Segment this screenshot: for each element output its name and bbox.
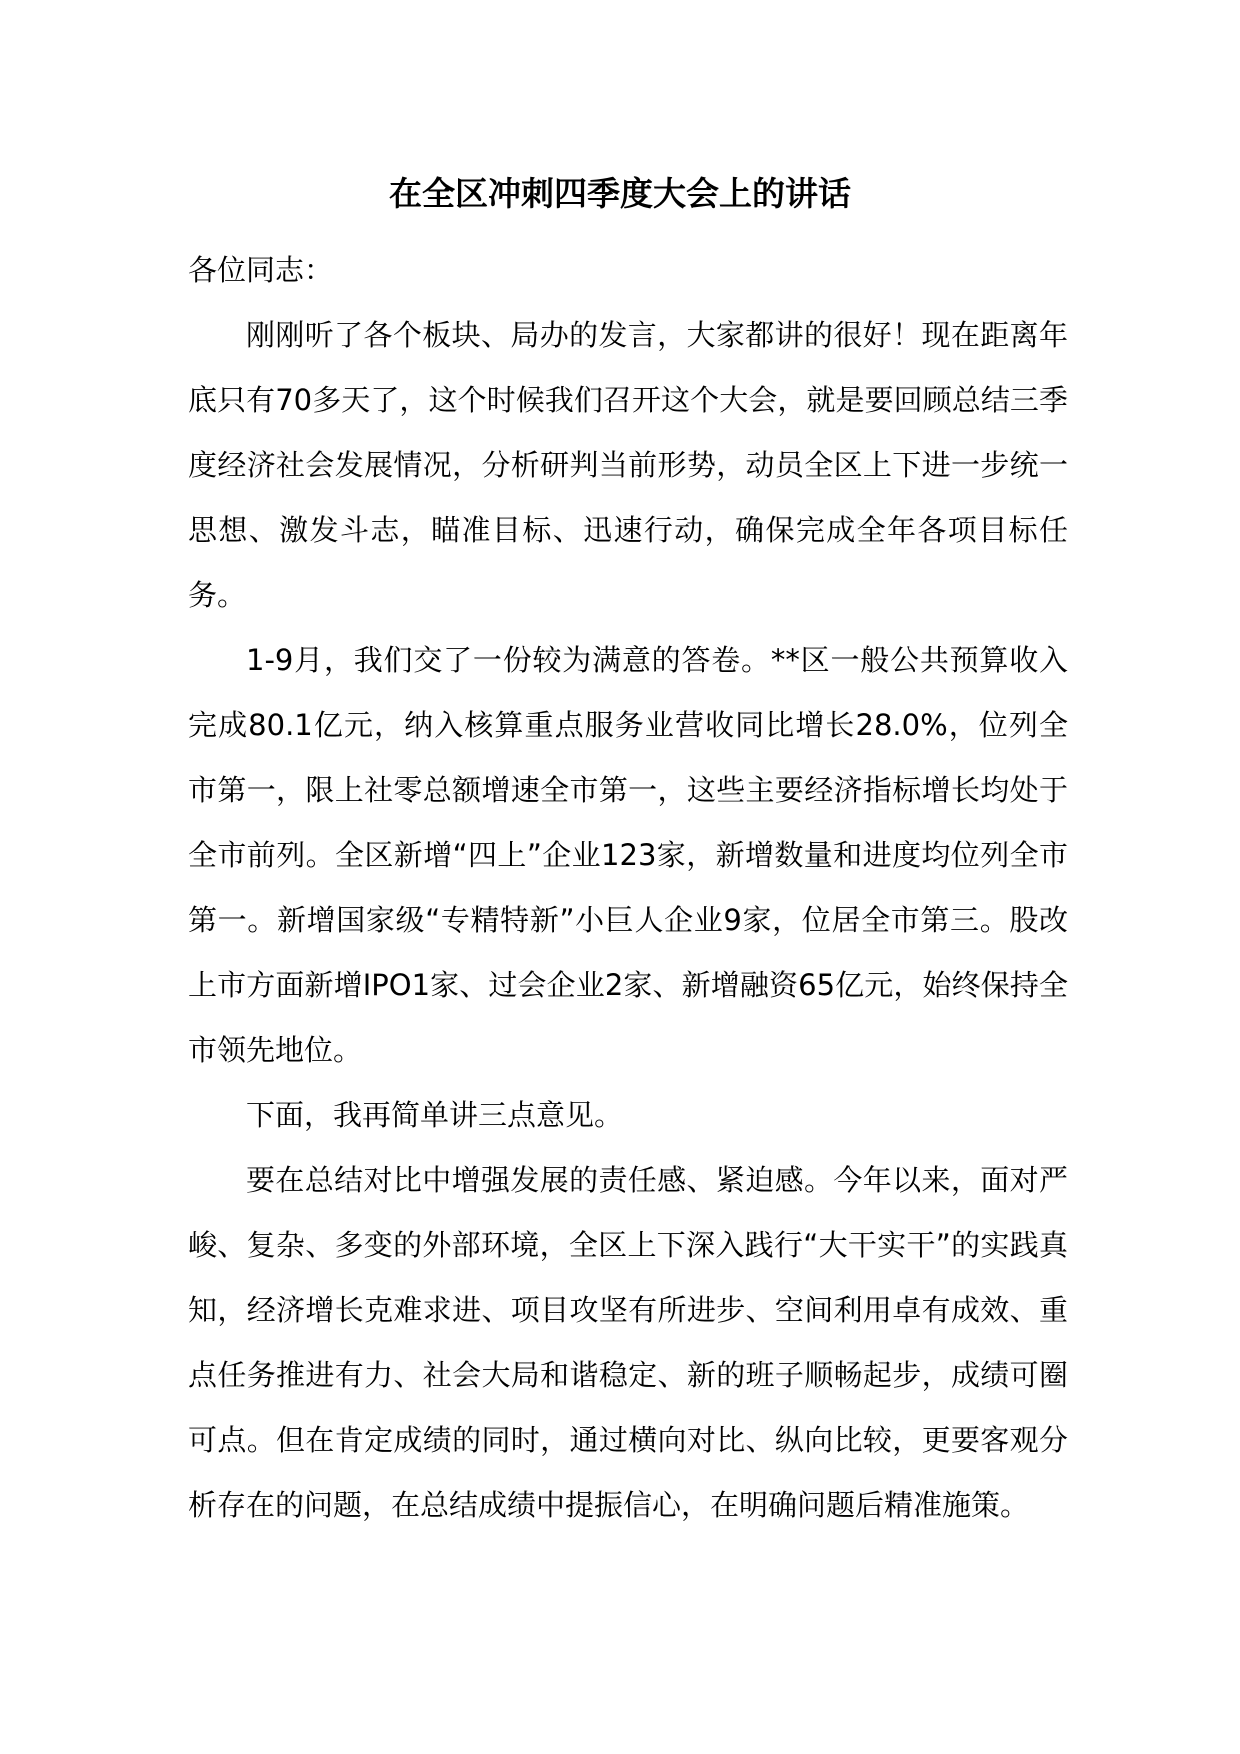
paragraph-intro: 刚刚听了各个板块、局办的发言，大家都讲的很好！现在距离年底只有70多天了，这个时候我们召开这个大会，就是要回顾总结三季度经济社会发展情况，分析研判当前形势，动员全区上下进一步统一思想、激发斗志，瞄准目标、迅速行动，确保完成全年各项目标任务。 xyxy=(188,318,1068,612)
salutation: 各位同志： xyxy=(188,253,334,287)
paragraph-transition: 下面，我再简单讲三点意见。 xyxy=(246,1098,624,1132)
paragraph-point-one: 要在总结对比中增强发展的责任感、紧迫感。今年以来，面对严峻、复杂、多变的外部环境，全区上下深入践行“大干实干”的实践真知，经济增长克难求进、项目攻坚有所进步、空间利用卓有成效、重点任务推进有力、社会大局和谐稳定、新的班子顺畅起步，成绩可圈可点。但在肯定成绩的同时，通过横向对比、纵向比较，更要客观分析存在的问题，在总结成绩中提振信心，在明确问题后精准施策。 xyxy=(188,1163,1068,1522)
document-body xyxy=(188,238,1068,1538)
paragraph-results: 1-9月，我们交了一份较为满意的答卷。**区一般公共预算收入完成80.1亿元，纳入核算重点服务业营收同比增长28.0%，位列全市第一，限上社零总额增速全市第一，这些主要经济指标增长均处于全市前列。全区新增“四上”企业123家，新增数量和进度均位列全市第一。新增国家级“专精特新”小巨人企业9家，位居全市第三。股改上市方面新增IPO1家、过会企业2家、新增融资65亿元，始终保持全市领先地位。 xyxy=(188,643,1068,1067)
document-title: 在全区冲刺四季度大会上的讲话 xyxy=(389,174,851,213)
